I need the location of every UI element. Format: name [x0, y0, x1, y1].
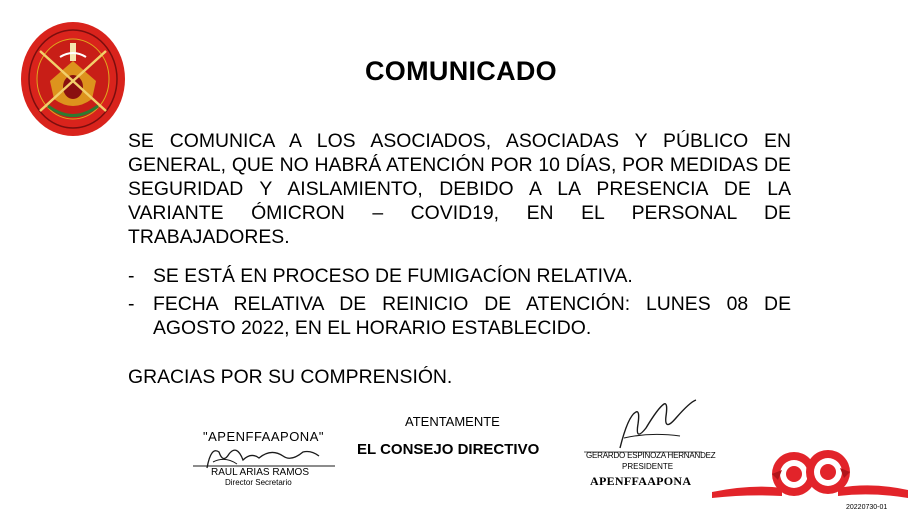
president-signature-block — [580, 398, 720, 493]
announcement-bullets — [128, 264, 791, 344]
announcement-text: SE COMUNICA A LOS ASOCIADOS, ASOCIADAS Y PÚBLICO EN GENERAL, QUE NO HABRÁ ATENCIÓN POR 10 DÍAS, POR MEDIDAS DE SEGURIDAD Y AISLAMIENTO, DEBIDO A LA PRESENCIA DE LA VARIANTE ÓMICRON – COVID19, EN EL PERSONAL DE TRABAJADORES. — [128, 130, 791, 248]
atentamente-label: ATENTAMENTE — [405, 414, 500, 429]
bullet-text: SE ESTÁ EN PROCESO DE FUMIGACÍON RELATIVA. — [153, 265, 633, 287]
bullet-marker: - — [128, 293, 135, 315]
peru-rosette-icon — [712, 448, 908, 498]
document-code: 20220730-01 — [846, 504, 888, 511]
council-label: EL CONSEJO DIRECTIVO — [357, 441, 540, 458]
president-signature-icon — [580, 398, 720, 454]
president-role: PRESIDENTE — [622, 462, 674, 471]
bullet-item — [128, 264, 791, 288]
bullet-item — [128, 292, 791, 340]
secretary-org-name: "APENFFAAPONA" — [203, 429, 324, 444]
announcement-paragraph — [128, 129, 791, 249]
closing-text: GRACIAS POR SU COMPRENSIÓN. — [128, 366, 453, 388]
president-name: GERARDO ESPINOZA HERNANDEZ — [586, 451, 716, 460]
bullet-text: FECHA RELATIVA DE REINICIO DE ATENCIÓN: LUNES 08 DE AGOSTO 2022, EN EL HORARIO ESTABLECIDO. — [153, 293, 791, 339]
secretary-name: RAUL ARIAS RAMOS — [211, 467, 309, 478]
secretary-signature-block — [185, 420, 345, 495]
bullet-marker: - — [128, 265, 135, 287]
secretary-role: Director Secretario — [225, 478, 292, 487]
page-title: COMUNICADO — [365, 56, 557, 86]
president-org-name: APENFFAAPONA — [590, 474, 692, 488]
